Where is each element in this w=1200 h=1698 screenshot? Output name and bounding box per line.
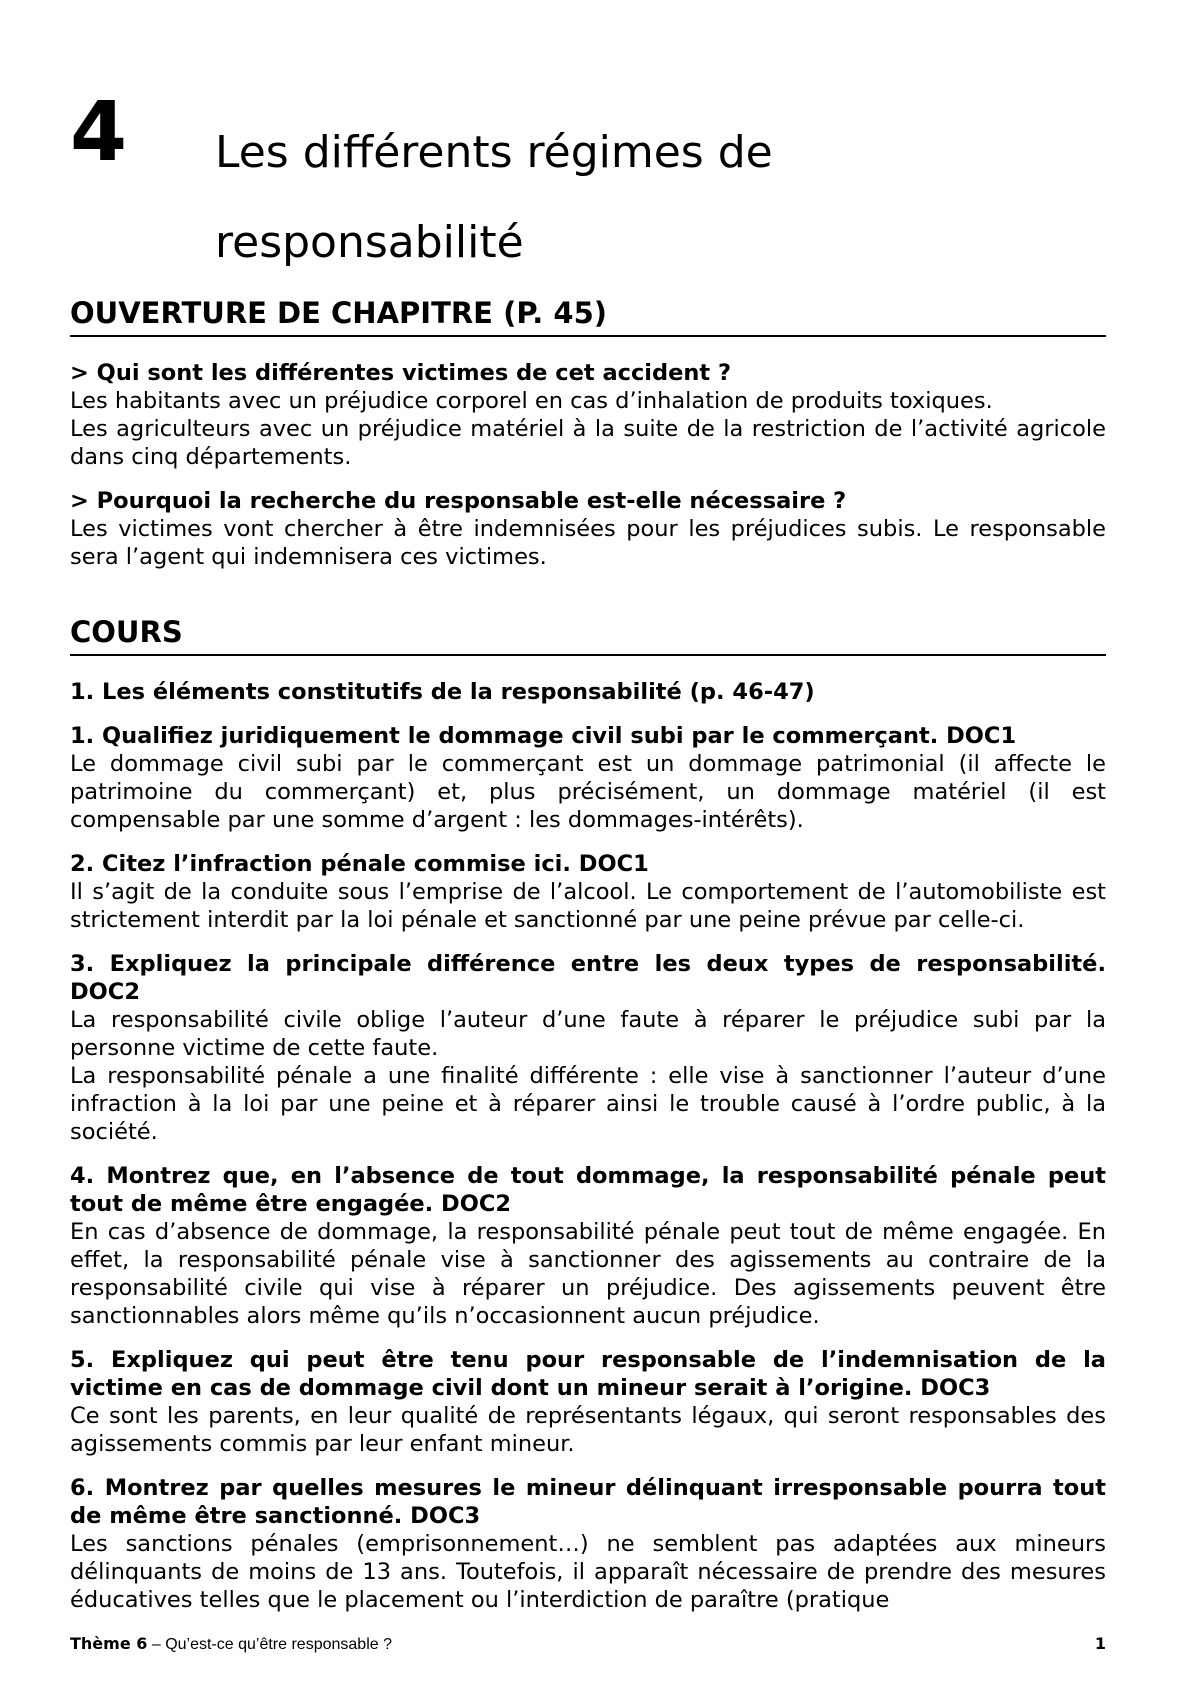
qa-block	[70, 950, 1106, 1146]
chapter-title-line-2: responsabilité	[215, 217, 524, 268]
chapter-number: 4	[70, 85, 128, 180]
question: 6. Montrez par quelles mesures le mineur délinquant irresponsable pourra tout de même être sanctionné. DOC3	[70, 1474, 1106, 1529]
qa-block	[70, 850, 1106, 934]
section-heading-cours: COURS	[70, 615, 1106, 656]
chapter-title	[215, 108, 773, 288]
answer: Il s’agit de la conduite sous l’emprise de l’alcool. Le comportement de l’automobiliste est strictement interdit par la loi pénale et sanctionné par une peine prévue par celle-ci.	[70, 878, 1106, 933]
page-number: 1	[1094, 1634, 1106, 1653]
answer: La responsabilité pénale a une finalité différente : elle vise à sanctionner l’auteur d’une infraction à la loi par une peine et à réparer ainsi le trouble causé à l’ordre public, à la société.	[70, 1062, 1106, 1145]
qa-block	[70, 1162, 1106, 1330]
answer: La responsabilité civile oblige l’auteur d’une faute à réparer le préjudice subi par la personne victime de cette faute.	[70, 1006, 1106, 1061]
answer: Les sanctions pénales (emprisonnement…) ne semblent pas adaptées aux mineurs délinquants de moins de 13 ans. Toutefois, il apparaît nécessaire de prendre des mesures éducatives telles que le placement ou l’interdiction de paraître (pratique	[70, 1530, 1106, 1613]
footer-theme: Thème 6	[70, 1634, 148, 1653]
chapter-header	[70, 0, 1106, 270]
qa-block	[70, 1474, 1106, 1614]
question: > Qui sont les différentes victimes de cet accident ?	[70, 359, 732, 386]
answer: Les habitants avec un préjudice corporel en cas d’inhalation de produits toxiques.	[70, 387, 993, 414]
footer-separator: –	[147, 1636, 166, 1653]
answer: Les agriculteurs avec un préjudice matériel à la suite de la restriction de l’activité agricole dans cinq départements.	[70, 415, 1106, 470]
section-heading-ouverture: OUVERTURE DE CHAPITRE (P. 45)	[70, 296, 1106, 337]
qa-block	[70, 359, 1106, 471]
page-footer	[70, 1634, 1106, 1654]
question: > Pourquoi la recherche du responsable est-elle nécessaire ?	[70, 487, 847, 514]
chapter-title-line-1: Les différents régimes de	[215, 127, 773, 178]
answer: En cas d’absence de dommage, la responsabilité pénale peut tout de même engagée. En effet, la responsabilité pénale vise à sanctionner des agissements au contraire de la responsabilité civile qui vise à réparer un préjudice. Des agissements peuvent être sanctionnables alors même qu’ils n’occasionnent aucun préjudice.	[70, 1218, 1106, 1329]
qa-block	[70, 1346, 1106, 1458]
qa-block	[70, 487, 1106, 571]
question: 4. Montrez que, en l’absence de tout dommage, la responsabilité pénale peut tout de même être engagée. DOC2	[70, 1162, 1106, 1217]
answer: Ce sont les parents, en leur qualité de représentants légaux, qui seront responsables des agissements commis par leur enfant mineur.	[70, 1402, 1106, 1457]
document-page	[70, 0, 1106, 1614]
answer: Les victimes vont chercher à être indemnisées pour les préjudices subis. Le responsable sera l’agent qui indemnisera ces victimes.	[70, 515, 1106, 570]
question: 1. Qualifiez juridiquement le dommage civil subi par le commerçant. DOC1	[70, 722, 1017, 749]
footer-subtitle: Qu’est-ce qu’être responsable ?	[165, 1636, 392, 1653]
question: 2. Citez l’infraction pénale commise ici. DOC1	[70, 850, 649, 877]
sub-section-heading: 1. Les éléments constitutifs de la responsabilité (p. 46-47)	[70, 678, 815, 705]
question: 5. Expliquez qui peut être tenu pour responsable de l’indemnisation de la victime en cas de dommage civil dont un mineur serait à l’origine. DOC3	[70, 1346, 1106, 1401]
answer: Le dommage civil subi par le commerçant est un dommage patrimonial (il affecte le patrimoine du commerçant) et, plus précisément, un dommage matériel (il est compensable par une somme d’argent : les dommages-intérêts).	[70, 750, 1106, 833]
question: 3. Expliquez la principale différence entre les deux types de responsabilité. DOC2	[70, 950, 1106, 1005]
qa-block	[70, 722, 1106, 834]
